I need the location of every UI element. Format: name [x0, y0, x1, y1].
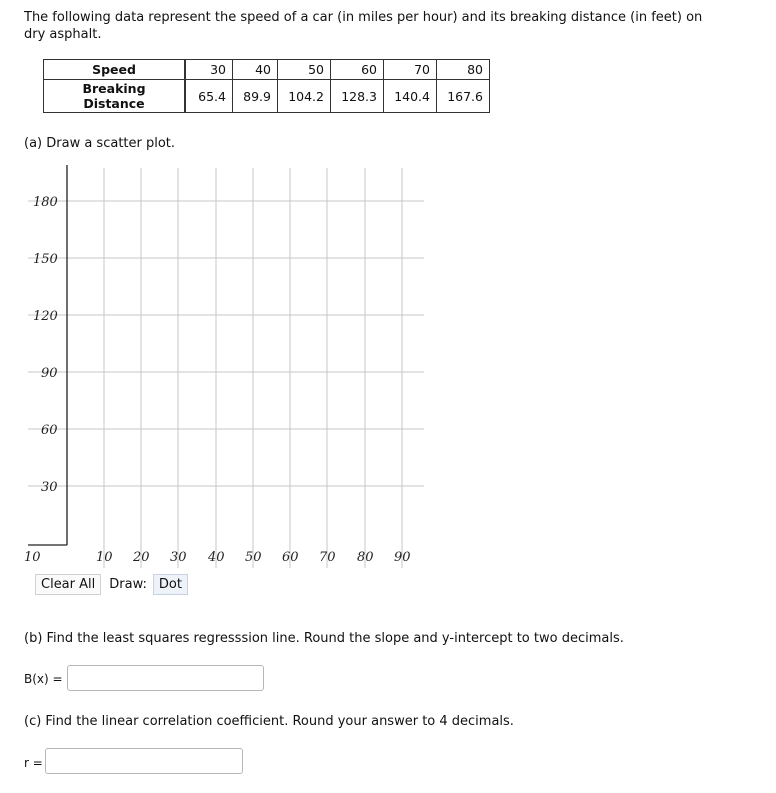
y-tick-label: 60 [41, 423, 58, 438]
x-tick-label: 40 [208, 550, 225, 565]
y-tick-label: 120 [33, 309, 58, 324]
x-tick-label: 90 [394, 550, 411, 565]
regression-label: B(x) = [24, 672, 63, 686]
distance-cell: 65.4 [185, 80, 233, 113]
distance-cell: 140.4 [384, 80, 437, 113]
graph-controls [35, 574, 188, 595]
x-tick-label: 30 [170, 550, 187, 565]
part-a-question: (a) Draw a scatter plot. [24, 136, 176, 151]
x-tick-label: 60 [282, 550, 299, 565]
draw-label: Draw: [109, 577, 147, 592]
problem-intro: The following data represent the speed of a car (in miles per hour) and its breaking distance (in feet) on dry asphalt. [24, 10, 703, 42]
correlation-label: r = [24, 756, 43, 770]
distance-header: Breaking Distance [44, 80, 186, 113]
regression-input[interactable] [67, 665, 264, 691]
x-tick-label: 80 [357, 550, 374, 565]
part-c-question: (c) Find the linear correlation coefficient. Round your answer to 4 decimals. [24, 714, 514, 729]
correlation-input[interactable] [45, 748, 243, 774]
y-tick-labels [33, 195, 58, 495]
distance-cell: 89.9 [233, 80, 278, 113]
y-tick-label: 180 [33, 195, 58, 210]
part-b-question: (b) Find the least squares regresssion line. Round the slope and y-intercept to two decimals. [24, 631, 624, 646]
speed-cell: 40 [233, 60, 278, 80]
speed-header: Speed [44, 60, 186, 80]
speed-cell: 70 [384, 60, 437, 80]
speed-cell: 60 [331, 60, 384, 80]
speed-cell: 80 [437, 60, 490, 80]
graph-grid [28, 168, 424, 568]
x-tick-labels [24, 550, 411, 565]
distance-cell: 104.2 [278, 80, 331, 113]
clear-all-button[interactable]: Clear All [35, 574, 101, 595]
x-origin-label: 10 [24, 550, 41, 565]
distance-cell: 167.6 [437, 80, 490, 113]
y-tick-label: 90 [41, 366, 58, 381]
draw-dot-button[interactable]: Dot [153, 574, 188, 595]
y-tick-label: 150 [33, 252, 58, 267]
x-tick-label: 70 [319, 550, 336, 565]
distance-cell: 128.3 [331, 80, 384, 113]
x-tick-label: 10 [96, 550, 113, 565]
x-tick-label: 50 [245, 550, 262, 565]
speed-cell: 50 [278, 60, 331, 80]
x-tick-label: 20 [133, 550, 150, 565]
y-tick-label: 30 [41, 480, 58, 495]
speed-cell: 30 [185, 60, 233, 80]
